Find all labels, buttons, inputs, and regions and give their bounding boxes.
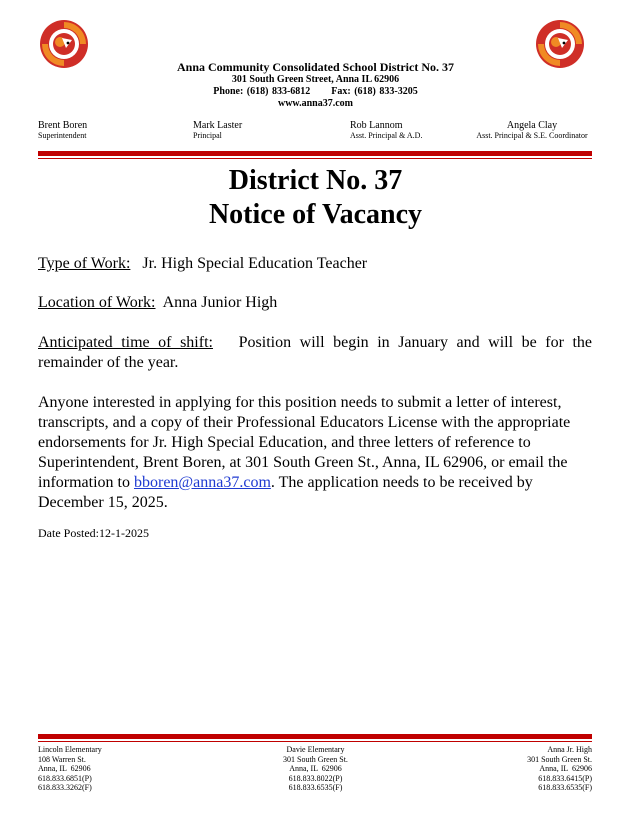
staff-role: Principal <box>193 130 222 140</box>
footer-divider-thin <box>38 741 592 742</box>
district-address: 301 South Green Street, Anna IL 62906 <box>231 74 400 86</box>
staff-name: Mark Laster <box>193 120 243 131</box>
footer-phone: 618.833.6851(P) <box>38 773 92 783</box>
footer-school-name: Anna Jr. High <box>547 745 592 754</box>
district-name: Anna Community Consolidated School District No. 37 <box>176 60 455 74</box>
staff-name: Rob Lannom <box>350 120 403 131</box>
staff-role: Asst. Principal & A.D. <box>350 130 423 140</box>
email-link[interactable]: bboren@anna37.com <box>133 474 271 491</box>
staff-name: Brent Boren <box>38 120 88 131</box>
footer-anna-jr-high <box>480 745 592 793</box>
footer-phone: 618.833.8022(P) <box>288 773 343 783</box>
footer-fax: 618.833.6535(F) <box>538 783 592 792</box>
location-of-work-value: Anna Junior High <box>162 294 278 311</box>
footer-davie-elementary <box>250 745 381 793</box>
footer-lincoln-elementary <box>38 745 102 793</box>
anticipated-shift <box>38 333 592 373</box>
instructions-text: Anyone interested in applying for this position needs to submit a letter of interest, transcripts, and a copy of their Professional Educators License with the appropriate endorsements for Jr. High Special Education, and three letters of reference to Superintendent, Brent Boren, at 301 South Green St., Anna, IL 62906, or email the information to <box>38 394 571 491</box>
type-of-work-label: Type of Work: <box>38 255 131 272</box>
staff-superintendent <box>38 121 87 140</box>
title-line-2: Notice of Vacancy <box>208 198 423 230</box>
footer-fax: 618.833.3262(F) <box>38 783 92 792</box>
staff-principal <box>193 121 242 140</box>
footer-city: Anna, IL 62906 <box>38 764 91 773</box>
application-instructions <box>38 393 592 513</box>
anticipated-shift-label: Anticipated time of shift: <box>38 334 213 351</box>
location-of-work-label: Location of Work: <box>38 294 156 311</box>
type-of-work <box>38 254 592 274</box>
location-of-work <box>38 293 592 313</box>
letterhead <box>0 60 631 110</box>
district-website: www.anna37.com <box>277 98 353 110</box>
staff-asst-principal-ad <box>350 121 422 140</box>
title-line-1: District No. 37 <box>228 165 403 196</box>
staff-name: Angela Clay <box>506 120 558 131</box>
anticipated-shift-value: Position will begin in January and will be for the remainder of the year. <box>38 334 593 371</box>
instructions-text-end: . The application needs to be received by December 15, 2025. <box>38 474 533 511</box>
page-title <box>0 164 631 231</box>
staff-role: Asst. Principal & S.E. Coordinator <box>476 130 588 140</box>
footer-fax: 618.833.6535(F) <box>288 783 343 792</box>
footer-street: 301 South Green St. <box>527 754 592 764</box>
district-phone-fax: Phone: (618) 833-6812 Fax: (618) 833-3205 <box>213 86 418 98</box>
footer-school-name: Lincoln Elementary <box>38 745 102 754</box>
footer-street: 301 South Green St. <box>283 754 348 764</box>
footer-phone: 618.833.6415(P) <box>538 773 592 783</box>
staff-role: Superintendent <box>38 130 87 140</box>
staff-asst-principal-se <box>470 121 594 140</box>
header-divider-thin <box>38 158 592 159</box>
footer-divider <box>38 734 592 739</box>
footer-street: 108 Warren St. <box>38 754 86 764</box>
type-of-work-value: Jr. High Special Education Teacher <box>142 255 368 272</box>
date-posted: Date Posted:12-1-2025 <box>38 526 149 540</box>
footer-school-name: Davie Elementary <box>286 745 345 754</box>
header-divider <box>38 151 592 156</box>
footer-city: Anna, IL 62906 <box>539 764 592 773</box>
footer-city: Anna, IL 62906 <box>289 764 342 773</box>
